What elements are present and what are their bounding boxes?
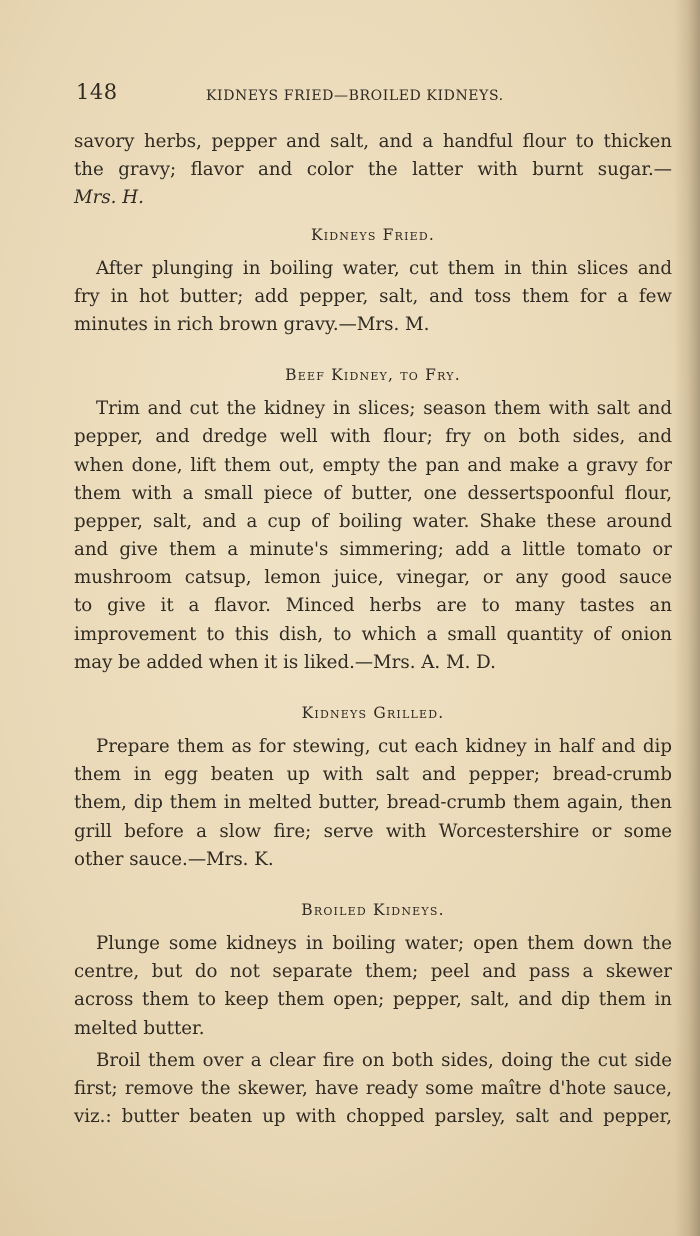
page-number: 148 — [76, 80, 118, 104]
text-line: After plunging in boiling water, cut them in thin slices and — [96, 257, 672, 279]
text-line: them with a small piece of butter, one dessertspoonful flour, — [74, 482, 672, 504]
text-line: melted butter. — [74, 1017, 205, 1039]
text-line: to give it a flavor. Minced herbs are to many tastes an — [74, 595, 672, 617]
text-line: Mrs. H. — [74, 187, 144, 209]
text-line: when done, lift them out, empty the pan and make a gravy for — [74, 454, 672, 476]
text-line: centre, but do not separate them; peel and pass a skewer — [74, 961, 672, 983]
text-line: pepper, salt, and a cup of boiling water. Shake these around — [74, 510, 672, 532]
text-line: minutes in rich brown gravy.—Mrs. M. — [74, 313, 430, 335]
text-line: mushroom catsup, lemon juice, vinegar, or any good sauce — [74, 567, 672, 589]
text-line: grill before a slow fire; serve with Worcestershire or some — [74, 820, 672, 842]
text-line: may be added when it is liked.—Mrs. A. M. D. — [74, 651, 496, 673]
page-body — [74, 128, 672, 1131]
section-heading: Kidneys Fried. — [310, 225, 436, 244]
text-line: viz.: butter beaten up with chopped parsley, salt and pepper, — [74, 1106, 672, 1128]
section-heading: Kidneys Grilled. — [301, 704, 445, 722]
section-heading: Beef Kidney, to Fry. — [285, 366, 461, 385]
text-line: Trim and cut the kidney in slices; season them with salt and — [96, 398, 672, 420]
text-line: them, dip them in melted butter, bread-crumb them again, then — [74, 792, 672, 814]
text-line: first; remove the skewer, have ready some maître d'hote sauce, — [74, 1077, 672, 1099]
text-line: fry in hot butter; add pepper, salt, and toss them for a few — [74, 285, 672, 307]
text-line: pepper, and dredge well with flour; fry on both sides, and — [74, 426, 672, 448]
text-line: other sauce.—Mrs. K. — [74, 848, 274, 870]
text-line: them in egg beaten up with salt and pepper; bread-crumb — [74, 764, 672, 786]
text-line: Broil them over a clear fire on both sides, doing the cut side — [96, 1049, 672, 1071]
page-header — [76, 80, 650, 110]
text-line: improvement to this dish, to which a small quantity of onion — [74, 623, 672, 645]
page-edge-shadow — [674, 0, 700, 1236]
text-line: Prepare them as for stewing, cut each kidney in half and dip — [96, 736, 672, 757]
text-line: across them to keep them open; pepper, salt, and dip them in — [74, 989, 672, 1011]
running-head: KIDNEYS FRIED—BROILED KIDNEYS. — [206, 88, 504, 104]
text-line: the gravy; flavor and color the latter with burnt sugar.— — [74, 159, 672, 181]
section-heading: Broiled Kidneys. — [301, 900, 445, 919]
text-line: savory herbs, pepper and salt, and a handful flour to thicken — [74, 131, 672, 152]
text-line: and give them a minute's simmering; add a little tomato or — [74, 539, 672, 561]
text-line: Plunge some kidneys in boiling water; open them down the — [96, 932, 672, 954]
